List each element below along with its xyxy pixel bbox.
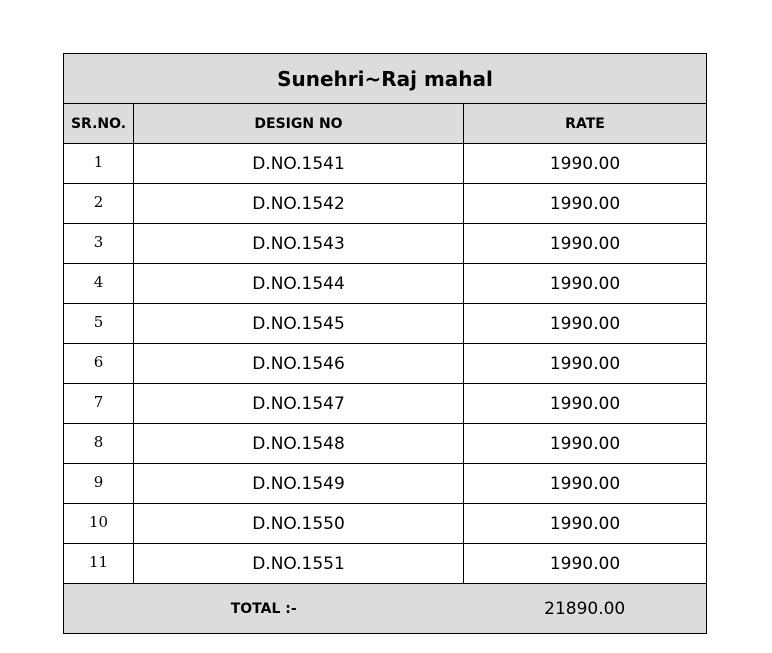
table-title: Sunehri~Raj mahal <box>64 54 707 104</box>
design-no-cell: D.NO.1549 <box>134 464 464 503</box>
table-row <box>64 144 707 184</box>
table-row <box>64 224 707 264</box>
sr-cell: 10 <box>64 504 134 543</box>
rate-cell: 1990.00 <box>464 504 707 543</box>
design-no-cell: D.NO.1541 <box>134 144 464 183</box>
table-row <box>64 504 707 544</box>
rate-cell: 1990.00 <box>464 304 707 343</box>
sr-cell: 8 <box>64 424 134 463</box>
table-row <box>64 264 707 304</box>
rate-cell: 1990.00 <box>464 264 707 303</box>
table-header-row <box>64 104 707 144</box>
table-row <box>64 184 707 224</box>
sr-cell: 4 <box>64 264 134 303</box>
table-row <box>64 384 707 424</box>
rate-cell: 1990.00 <box>464 144 707 183</box>
sr-cell: 3 <box>64 224 134 263</box>
table-row <box>64 544 707 584</box>
table-body <box>64 144 707 584</box>
design-no-cell: D.NO.1551 <box>134 544 464 583</box>
table-row <box>64 304 707 344</box>
sr-cell: 5 <box>64 304 134 343</box>
rate-cell: 1990.00 <box>464 384 707 423</box>
design-no-cell: D.NO.1550 <box>134 504 464 543</box>
rate-cell: 1990.00 <box>464 464 707 503</box>
design-no-cell: D.NO.1546 <box>134 344 464 383</box>
total-row <box>64 584 707 634</box>
design-no-cell: D.NO.1547 <box>134 384 464 423</box>
rate-cell: 1990.00 <box>464 544 707 583</box>
table-row <box>64 464 707 504</box>
header-rate: RATE <box>464 104 707 143</box>
sr-cell: 11 <box>64 544 134 583</box>
rate-table <box>63 53 707 634</box>
rate-cell: 1990.00 <box>464 424 707 463</box>
header-design-no: DESIGN NO <box>134 104 464 143</box>
sr-cell: 1 <box>64 144 134 183</box>
total-value: 21890.00 <box>544 598 626 619</box>
sr-cell: 6 <box>64 344 134 383</box>
sr-cell: 9 <box>64 464 134 503</box>
rate-cell: 1990.00 <box>464 184 707 223</box>
rate-cell: 1990.00 <box>464 344 707 383</box>
sr-cell: 7 <box>64 384 134 423</box>
design-no-cell: D.NO.1548 <box>134 424 464 463</box>
rate-cell: 1990.00 <box>464 224 707 263</box>
design-no-cell: D.NO.1542 <box>134 184 464 223</box>
table-row <box>64 344 707 384</box>
header-sr-no: SR.NO. <box>64 104 134 143</box>
design-no-cell: D.NO.1543 <box>134 224 464 263</box>
design-no-cell: D.NO.1544 <box>134 264 464 303</box>
total-label: TOTAL :- <box>230 600 297 617</box>
table-row <box>64 424 707 464</box>
sr-cell: 2 <box>64 184 134 223</box>
design-no-cell: D.NO.1545 <box>134 304 464 343</box>
